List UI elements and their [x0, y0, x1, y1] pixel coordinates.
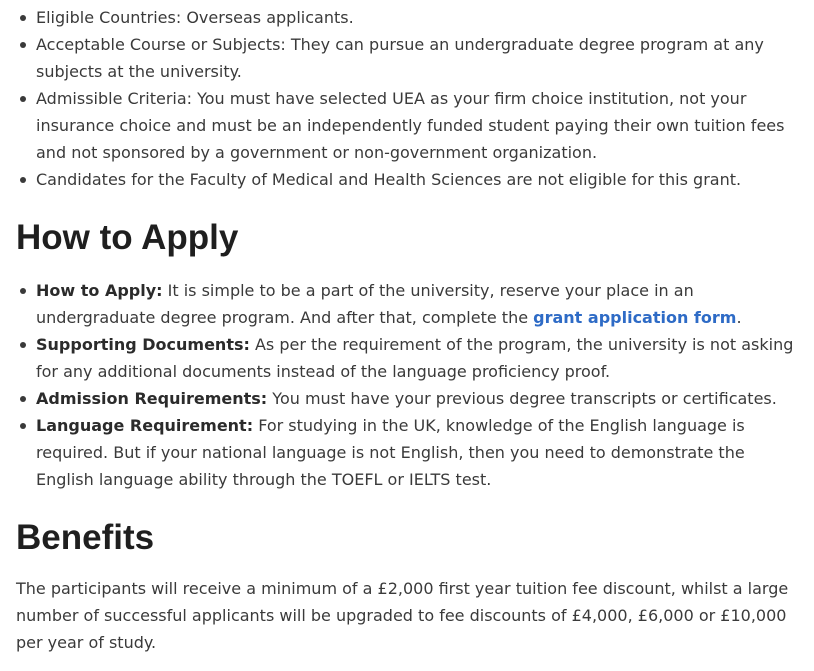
eligibility-list — [16, 4, 798, 193]
item-text: For studying in the UK, knowledge of the English language is required. But if your national language is not English, then you need to demonstrate the English language ability through the TOEFL or IELTS test. — [36, 416, 745, 489]
benefits-paragraph: The participants will receive a minimum of a £2,000 first year tuition fee discount, whilst a large number of successful applicants will be upgraded to fee discounts of £4,000, £6,000 or £10,000 per year of study. — [16, 579, 789, 652]
item-label: Supporting Documents: — [36, 335, 250, 354]
how-to-apply-list — [16, 277, 798, 493]
item-text: It is simple to be a part of the university, reserve your place in an undergraduate degree program. And after that, complete the — [36, 281, 694, 327]
list-item: Candidates for the Faculty of Medical and Health Sciences are not eligible for this grant. — [16, 166, 798, 193]
item-text: As per the requirement of the program, the university is not asking for any additional documents instead of the language proficiency proof. — [36, 335, 794, 381]
item-text: You must have your previous degree transcripts or certificates. — [267, 389, 777, 408]
list-item-language-requirement — [16, 412, 798, 493]
benefits-heading: Benefits — [16, 518, 155, 557]
how-to-apply-heading: How to Apply — [16, 218, 239, 257]
list-item: Acceptable Course or Subjects: They can pursue an undergraduate degree program at any subjects at the university. — [16, 31, 798, 85]
item-text-end: . — [736, 308, 742, 327]
item-label: Language Requirement: — [36, 416, 254, 435]
item-label: How to Apply: — [36, 281, 163, 300]
grant-application-form-link[interactable]: grant application form — [533, 308, 737, 327]
list-item-supporting-documents — [16, 331, 798, 385]
list-item: Admissible Criteria: You must have selected UEA as your firm choice institution, not your insurance choice and must be an independently funded student paying their own tuition fees and not sponsored by a government or non-government organization. — [16, 85, 798, 166]
list-item-admission-requirements — [16, 385, 798, 412]
item-label: Admission Requirements: — [36, 389, 268, 408]
list-item: Eligible Countries: Overseas applicants. — [16, 4, 798, 31]
list-item-how-to-apply — [16, 277, 798, 331]
